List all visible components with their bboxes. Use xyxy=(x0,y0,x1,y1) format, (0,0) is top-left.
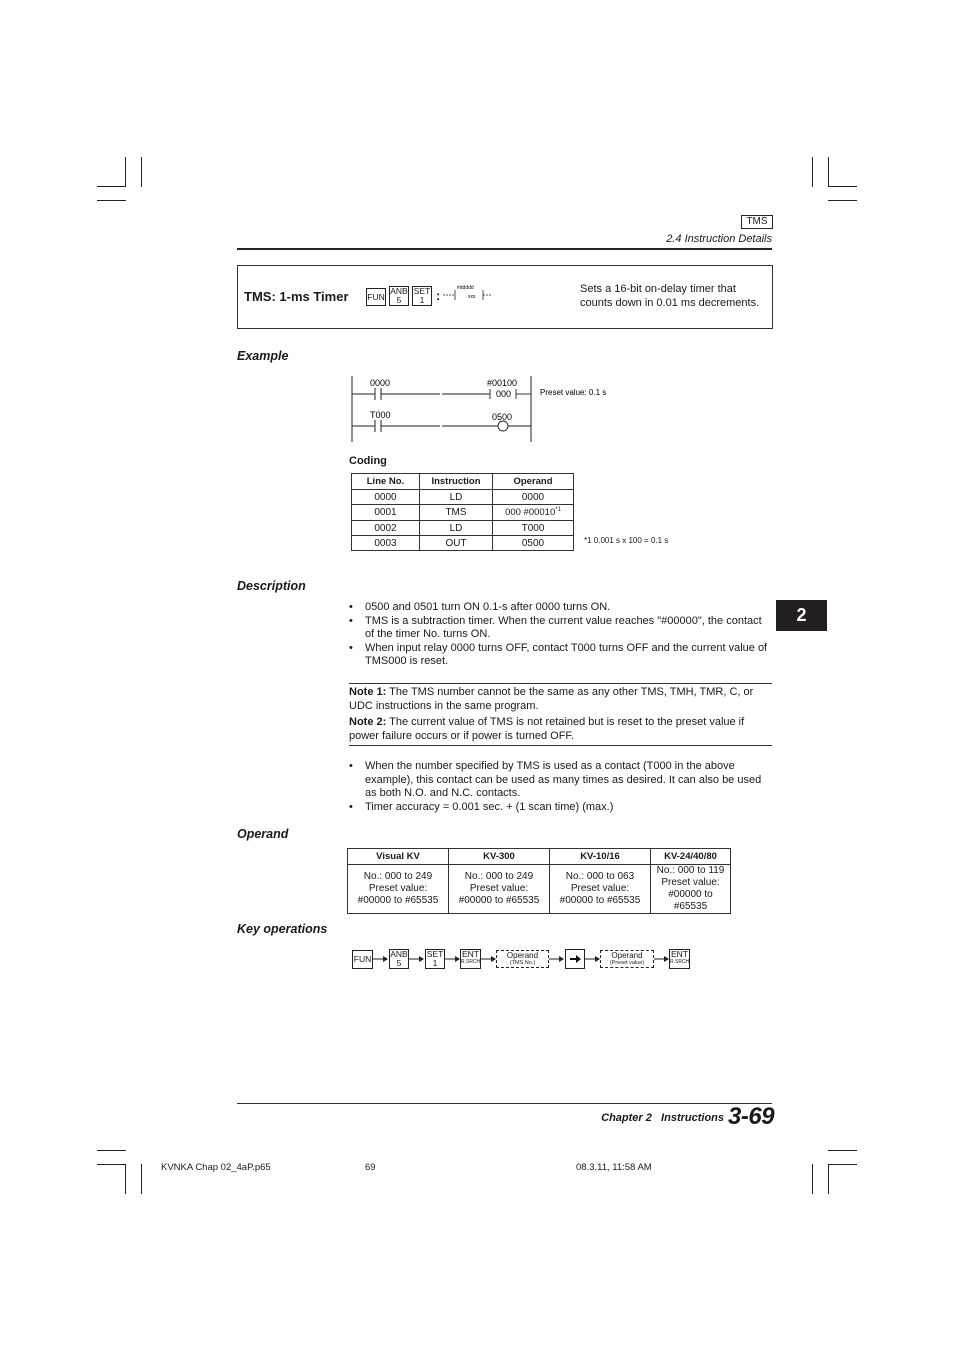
table-cell: 000 #00010$^{*1}$ xyxy=(493,505,574,521)
table-cell: OUT xyxy=(420,536,493,551)
description-list-2 xyxy=(349,760,773,814)
operand-preset-box: Operand (Preset value) xyxy=(600,950,654,968)
footer-file: KVNKA Chap 02_4aP.p65 xyxy=(161,1162,271,1173)
crop-mark xyxy=(97,200,126,201)
note-2: Note 2: The current value of TMS is not retained but is reset to the preset value if power failure occurs or if power is turned OFF. xyxy=(349,716,745,742)
footer-timestamp: 08.3.11, 11:58 AM xyxy=(576,1162,652,1173)
ladder-contact2-label: T000 xyxy=(370,410,391,420)
arrow-right-icon xyxy=(373,954,389,964)
arrow-right-icon xyxy=(481,954,497,964)
coding-table xyxy=(351,473,574,551)
table-cell: No.: 000 to 249 Preset value: #00000 to #65535 xyxy=(449,865,550,914)
table-row xyxy=(352,521,574,536)
crop-mark xyxy=(141,1164,142,1194)
set-key-icon: SET 1 xyxy=(413,286,431,305)
crop-mark xyxy=(828,1164,857,1165)
table-cell: T000 xyxy=(493,521,574,536)
crop-mark xyxy=(828,1150,857,1151)
list-item: • 0500 and 0501 turn ON 0.1-s after 0000 turns ON. xyxy=(349,601,773,615)
table-row xyxy=(352,505,574,521)
coding-title: Coding xyxy=(349,455,387,467)
crop-mark xyxy=(125,1164,126,1194)
table-cell: LD xyxy=(420,490,493,505)
operand-header: KV-24/40/80 xyxy=(651,849,731,865)
list-item: • TMS is a subtraction timer. When the current value reaches "#00000", the contact of the timer No. turns ON. xyxy=(349,615,773,642)
crop-mark xyxy=(812,1164,813,1194)
crop-mark xyxy=(828,200,857,201)
table-cell: LD xyxy=(420,521,493,536)
page-number: 3-69 xyxy=(728,1103,775,1130)
ladder-timer-label: 000 xyxy=(496,389,512,399)
list-item: • Timer accuracy = 0.001 sec. + (1 scan time) (max.) xyxy=(349,801,773,815)
fun-key-icon: FUN xyxy=(352,950,373,969)
operand-header: Visual KV xyxy=(348,849,449,865)
coding-header: Instruction xyxy=(420,474,493,490)
table-cell: 0000 xyxy=(493,490,574,505)
ladder-output-label: 0500 xyxy=(492,412,513,422)
description-list xyxy=(349,601,773,669)
header-rule xyxy=(237,248,772,250)
operand-header: KV-10/16 xyxy=(550,849,651,865)
footer-rule xyxy=(237,1103,772,1104)
anb-key-icon: ANB 5 xyxy=(390,286,408,305)
table-cell: No.: 000 to 249 Preset value: #00000 to #65535 xyxy=(348,865,449,914)
note-1: Note 1: The TMS number cannot be the same as any other TMS, TMH, TMR, C, or UDC instructions in the same program. xyxy=(349,686,754,712)
crop-mark xyxy=(97,186,126,187)
table-cell: 0002 xyxy=(352,521,420,536)
note-rule-top xyxy=(349,683,772,684)
operand-header: KV-300 xyxy=(449,849,550,865)
footer-file-page: 69 xyxy=(365,1162,376,1173)
crop-mark xyxy=(97,1164,126,1165)
section-operand: Operand xyxy=(237,827,289,841)
table-cell: No.: 000 to 119 Preset value: #00000 to #65535 xyxy=(651,865,731,914)
arrow-right-icon xyxy=(409,954,425,964)
table-cell: 0000 xyxy=(352,490,420,505)
anb-key-icon: ANB 5 xyxy=(390,949,408,968)
table-cell: 0500 xyxy=(493,536,574,551)
crop-mark xyxy=(828,1164,829,1194)
section-example: Example xyxy=(237,349,289,363)
ladder-contact1-label: 0000 xyxy=(370,378,391,388)
fun-key-icon: FUN xyxy=(366,288,386,306)
table-cell: 0001 xyxy=(352,505,420,521)
table-cell: TMS xyxy=(420,505,493,521)
ent-key-icon: ENT R.SRCH xyxy=(460,949,481,969)
footer-chapter: Chapter 2 Instructions xyxy=(601,1112,724,1124)
crop-mark xyxy=(97,1150,126,1151)
section-key-operations: Key operations xyxy=(237,922,328,936)
crop-mark xyxy=(141,157,142,187)
arrow-right-icon xyxy=(585,954,601,964)
arrow-right-icon xyxy=(445,954,461,964)
table-row xyxy=(352,536,574,551)
note-rule-bottom xyxy=(349,745,772,746)
ladder-preset-note: Preset value: 0.1 s xyxy=(540,388,607,397)
colon-separator: : xyxy=(436,288,441,303)
ent-key-icon: ENT R.SRCH xyxy=(669,949,690,969)
arrow-key-icon xyxy=(565,949,585,969)
coding-footnote: *1 0.001 s x 100 = 0.1 s xyxy=(584,536,669,545)
symbol-top-text: #ddddd xyxy=(457,285,474,291)
symbol-bottom-text: xxx xyxy=(468,294,476,300)
operand-tms-no-box: Operand (TMS No.) xyxy=(496,950,549,968)
crop-mark xyxy=(812,157,813,187)
chapter-side-tab: 2 xyxy=(776,600,827,631)
section-description: Description xyxy=(237,579,306,593)
timer-symbol-icon xyxy=(443,284,493,304)
table-cell: 0003 xyxy=(352,536,420,551)
arrow-right-icon xyxy=(549,954,565,964)
table-cell: No.: 000 to 063 Preset value: #00000 to #65535 xyxy=(550,865,651,914)
crop-mark xyxy=(125,157,126,187)
coding-header: Line No. xyxy=(352,474,420,490)
instruction-description: Sets a 16-bit on-delay timer that counts down in 0.01 ms decrements. xyxy=(580,283,760,309)
instruction-box xyxy=(237,265,773,329)
header-tag: TMS xyxy=(741,215,773,229)
list-item: • When input relay 0000 turns OFF, contact T000 turns OFF and the current value of TMS000 is reset. xyxy=(349,642,773,669)
list-item: • When the number specified by TMS is used as a contact (T000 in the above example), this contact can be used as many times as desired. It can also be used as both N.O. and N.C. contacts. xyxy=(349,760,773,801)
instruction-title: TMS: 1-ms Timer xyxy=(244,289,349,304)
header-section: 2.4 Instruction Details xyxy=(666,233,772,245)
table-row xyxy=(352,490,574,505)
coding-header: Operand xyxy=(493,474,574,490)
ladder-preset-label: #00100 xyxy=(487,378,518,388)
table-row xyxy=(348,865,731,914)
set-key-icon: SET 1 xyxy=(426,949,444,968)
operand-table xyxy=(347,848,731,914)
arrow-right-icon xyxy=(654,954,670,964)
ladder-diagram xyxy=(345,372,635,447)
crop-mark xyxy=(828,186,857,187)
crop-mark xyxy=(828,157,829,187)
